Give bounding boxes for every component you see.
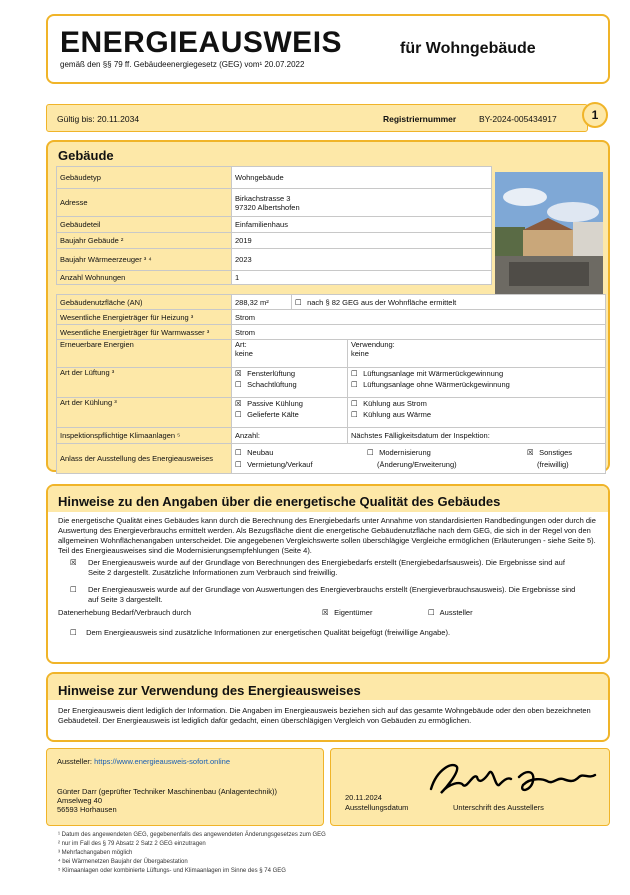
row-label: Erneuerbare Energien (57, 340, 232, 368)
issuer-address (57, 787, 277, 814)
table-row (57, 189, 492, 217)
renew-use-value: keine (350, 349, 369, 358)
law-reference: gemäß den §§ 79 ff. Gebäudeenergiegesetz (GEG) vom¹ 20.07.2022 (60, 60, 305, 69)
doc-subtitle: für Wohngebäude (400, 40, 536, 57)
footnote: ³ Mehrfachangaben möglich (58, 850, 133, 856)
consumption-text: Der Energieausweis wurde auf der Grundlage von Auswertungen des Energieverbrauchs erstellt (Energieverbrauchsausweis). Die Ergebnisse sind auf Seite 3 dargestellt. (88, 585, 576, 604)
checkbox[interactable]: ☐ (70, 585, 77, 594)
table-row (57, 167, 492, 189)
footnote: ¹ Datum des angewendeten GEG, gegebenenfalls des angewendeten Änderungsgesetzes zum GEG (58, 832, 326, 838)
option-label: Passive Kühlung (247, 399, 303, 408)
row-value: Strom (232, 310, 606, 325)
building-section (46, 140, 610, 472)
section-title: Gebäude (58, 148, 114, 163)
row-label: Adresse (57, 189, 232, 217)
issuer-street: Amselweg 40 (57, 796, 103, 805)
checkbox[interactable]: ☐ (70, 628, 77, 637)
row-label: Inspektionspflichtige Klimaanlagen ⁵ (57, 428, 232, 444)
row-value: 1 (232, 271, 492, 285)
row-label: Baujahr Wärmeerzeuger ³ ⁴ (57, 249, 232, 271)
checkbox-checked[interactable]: ☒ (235, 399, 242, 408)
row-label: Wesentliche Energieträger für Heizung ³ (57, 310, 232, 325)
table-row (57, 233, 492, 249)
checkbox-checked[interactable]: ☒ (235, 369, 242, 378)
option-label: Modernisierung (379, 447, 431, 457)
cool-left (232, 398, 348, 428)
valid-until: Gültig bis: 20.11.2034 (57, 114, 140, 124)
header-box (46, 14, 610, 84)
signature-image (423, 759, 603, 803)
checkbox[interactable]: ☐ (235, 380, 242, 389)
row-label: Gebäudetyp (57, 167, 232, 189)
table-row (57, 271, 492, 285)
issuer-label: Aussteller: (57, 757, 93, 766)
doc-title: ENERGIEAUSWEIS (60, 26, 343, 59)
option-label: Gelieferte Kälte (247, 410, 299, 419)
vent-right (347, 368, 605, 398)
checkbox[interactable]: ☐ (367, 447, 374, 457)
row-value: Wohngebäude (232, 167, 492, 189)
checkbox[interactable]: ☐ (350, 399, 358, 408)
building-table-bottom (56, 294, 606, 474)
cool-right (347, 398, 605, 428)
issue-date: 20.11.2024 (345, 793, 382, 802)
vent-left (232, 368, 348, 398)
signature-label: Unterschrift des Ausstellers (453, 803, 544, 812)
table-row (57, 310, 606, 325)
demand-option (58, 558, 598, 578)
row-value: 288,32 m² (232, 295, 292, 310)
hints-intro: Die energetische Qualität eines Gebäudes kann durch die Berechnung des Energiebedarfs unter Annahme von standardisierten Randbedingungen oder durch die Auswertung des Energieverbrauchs ermittelt werden. Als Bezugsfläche dient die energetische Gebäudenutzfläche nach dem GEG, die sich in der Regel von den allgemeinen Wohnflächenangaben unterscheidet. Die angegebenen Vergleichswerte sollen überschlägige Vergleiche ermöglichen (Erläuterungen - siehe Seite 5). Teil des Energieausweises sind die Modernisierungsempfehlungen (Seite 4). (58, 516, 596, 555)
row-label: Art der Kühlung ³ (57, 398, 232, 428)
renew-type-value: keine (235, 349, 253, 358)
renew-use (347, 340, 605, 368)
row-value: 2019 (232, 233, 492, 249)
section-title: Hinweise zu den Angaben über die energetische Qualität des Gebäudes (48, 486, 608, 512)
reason-options (232, 444, 606, 474)
row-value (232, 189, 492, 217)
option-label: Fensterlüftung (247, 369, 296, 378)
data-collection-row (58, 608, 598, 618)
option-label: Kühlung aus Wärme (363, 410, 432, 419)
row-label: Anzahl Wohnungen (57, 271, 232, 285)
checkbox-checked[interactable]: ☒ (527, 447, 534, 457)
row-label: Gebäudenutzfläche (AN) (57, 295, 232, 310)
checkbox[interactable]: ☐ (350, 369, 358, 378)
option-label: Neubau (247, 447, 274, 457)
row-value: Strom (232, 325, 606, 340)
checkbox[interactable]: ☐ (235, 459, 242, 469)
table-row (57, 340, 606, 368)
row-value: Einfamilienhaus (232, 217, 492, 233)
area-note-text: nach § 82 GEG aus der Wohnfläche ermittelt (307, 297, 457, 307)
signature-box (330, 748, 610, 826)
option-label: (freiwillig) (537, 459, 569, 469)
option-label: (Änderung/Erweiterung) (377, 459, 457, 469)
address-line-1: Birkachstrasse 3 (235, 193, 291, 203)
option-label: Schachtlüftung (247, 380, 297, 389)
building-photo (495, 172, 603, 296)
option-label: Vermietung/Verkauf (247, 459, 313, 469)
table-row (57, 295, 606, 310)
registration-label: Registriernummer (383, 114, 457, 124)
validity-bar (46, 104, 588, 132)
data-label: Datenerhebung Bedarf/Verbrauch durch (58, 608, 192, 617)
usage-hints-section (46, 672, 610, 742)
consumption-option (58, 585, 598, 605)
row-label: Anlass der Ausstellung des Energieausweises (57, 444, 232, 474)
section-title: Hinweise zur Verwendung des Energieausweises (48, 674, 608, 700)
option-label: Lüftungsanlage ohne Wärmerückgewinnung (363, 380, 510, 389)
row-label: Wesentliche Energieträger für Warmwasser ³ (57, 325, 232, 340)
table-row (57, 325, 606, 340)
checkbox[interactable]: ☐ (235, 410, 242, 419)
issuer-line (57, 757, 230, 766)
footnote: ² nur im Fall des § 79 Absatz 2 Satz 2 GEG einzutragen (58, 841, 206, 847)
footnote: ⁵ Klimaanlagen oder kombinierte Lüftungs- und Klimaanlagen im Sinne des § 74 GEG (58, 868, 286, 874)
checkbox[interactable]: ☐ (235, 447, 242, 457)
page-number: 1 (582, 102, 608, 128)
issue-date-label: Ausstellungsdatum (345, 803, 409, 812)
checkbox[interactable]: ☐ (350, 380, 358, 389)
checkbox-checked[interactable]: ☒ (70, 558, 77, 567)
checkbox[interactable]: ☐ (295, 297, 302, 307)
usage-text: Der Energieausweis dient lediglich der Information. Die Angaben im Energieausweis beziehen sich auf das gesamte Wohngebäude oder den oben bezeichneten Gebäudeteil. Der Energieausweis ist lediglich dafür gedacht, einen überschlägigen Vergleich von Gebäuden zu ermöglichen. (58, 706, 591, 725)
footnote: ⁴ bei Wärmenetzen Baujahr der Übergabestation (58, 859, 188, 865)
renew-type-label: Art: (235, 340, 247, 349)
table-row (57, 428, 606, 444)
option-label: Lüftungsanlage mit Wärmerückgewinnung (363, 369, 504, 378)
table-row (57, 398, 606, 428)
owner-label: Eigentümer (334, 608, 373, 617)
registration-number: BY-2024-005434917 (479, 114, 557, 124)
issuer-name: Günter Darr (geprüfter Techniker Maschinenbau (Anlagentechnik)) (57, 787, 277, 796)
address-line-2: 97320 Albertshofen (235, 202, 300, 212)
renew-use-label: Verwendung: (350, 340, 395, 349)
table-row (57, 368, 606, 398)
ac-next-inspection: Nächstes Fälligkeitsdatum der Inspektion: (347, 428, 605, 444)
building-table-top (56, 166, 492, 285)
ac-count: Anzahl: (232, 428, 348, 444)
extra-info-option (58, 628, 598, 638)
issuer-city: 56593 Horhausen (57, 805, 117, 814)
row-label: Art der Lüftung ³ (57, 368, 232, 398)
issuer-box (46, 748, 324, 826)
issuer-link[interactable]: https://www.energieausweis-sofort.online (94, 757, 231, 766)
table-row (57, 249, 492, 271)
demand-text: Der Energieausweis wurde auf der Grundlage von Berechnungen des Energiebedarfs erstellt (Energiebedarfsausweis). Die Ergebnisse sind auf Seite 2 dargestellt. Zusätzliche Informationen zum Verbrauch sind freiwillig. (88, 558, 565, 577)
checkbox-checked[interactable]: ☒ (322, 608, 329, 617)
row-label: Gebäudeteil (57, 217, 232, 233)
extra-text: Dem Energieausweis sind zusätzliche Informationen zur energetischen Qualität beigefügt (freiwillige Angabe). (86, 628, 451, 637)
area-note (292, 295, 606, 310)
row-value: 2023 (232, 249, 492, 271)
checkbox[interactable]: ☐ (350, 410, 358, 419)
checkbox[interactable]: ☐ (428, 608, 435, 617)
option-label: Sonstiges (539, 447, 573, 457)
renew-type (232, 340, 348, 368)
table-row (57, 444, 606, 474)
row-label: Baujahr Gebäude ² (57, 233, 232, 249)
option-label: Kühlung aus Strom (363, 399, 427, 408)
issuer-label: Aussteller (439, 608, 473, 617)
table-row (57, 217, 492, 233)
quality-hints-section (46, 484, 610, 664)
